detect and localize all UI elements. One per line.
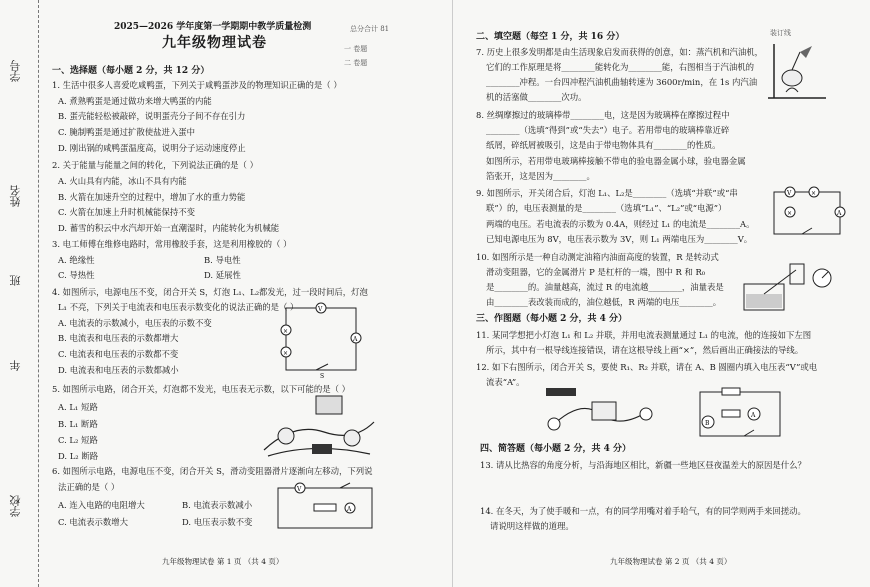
q4-circuit-diagram <box>276 300 368 378</box>
q4-option-a: A. 电流表的示数减小，电压表的示数不变 <box>58 318 212 328</box>
question-11-line2: 所示，其中有一根导线连接错误，请在这根导线上画“×”，然后画出正确接法的导线。 <box>486 345 804 355</box>
question-7-line2: 它们的工作原理是将________能转化为________能，右图相当于汽油机的 <box>486 62 754 72</box>
subject-title: 九年级物理试卷 <box>162 35 267 51</box>
question-13: 13. 请从比热容的角度分析，与沿海地区相比，新疆一些地区昼夜温差大的原因是什么？ <box>480 460 806 470</box>
q1-option-c: C. 腌制鸭蛋是通过扩散使盐进入蛋中 <box>58 127 196 137</box>
svg-text:V: V <box>787 190 792 197</box>
question-10-line4: 由________表改装而成的，油位越低，R 两端的电压________。 <box>486 297 722 307</box>
question-10-line2: 滑动变阻器，它的金属滑片 P 是杠杆的一端，图中 R 和 R₀ <box>486 267 706 277</box>
page-1-footer: 九年级物理试卷 第 1 页 （共 4 页） <box>162 557 284 566</box>
q3-option-d: D. 延展性 <box>204 270 241 280</box>
question-10-line3: 是________的。油量越高，流过 R 的电流越________，油量表是 <box>486 282 724 292</box>
svg-text:A: A <box>837 210 842 217</box>
q12-circuit-diagram <box>692 386 792 442</box>
q6-option-b: B. 电流表示数减小 <box>182 500 253 510</box>
q9-circuit-diagram <box>768 184 848 242</box>
question-11: 11. 某同学想把小灯泡 L₁ 和 L₂ 并联，并用电流表测量通过 L₁ 的电流，他的连接如下左图 <box>476 330 812 340</box>
section-3-heading: 三、作图题（每小题 2 分，共 4 分） <box>476 314 628 324</box>
q5-option-b: B. L₁ 断路 <box>58 419 98 429</box>
question-8-line3: 纸屑，碎纸屑被吸引，这是由于带电物体具有________的性质。 <box>486 140 721 150</box>
question-4: 4. 如图所示，电源电压不变，闭合开关 S，灯泡 L₁、L₂都发光，过一段时间后，灯泡 <box>52 287 368 297</box>
question-7: 7. 历史上很多发明都是由生活现象启发而获得的创意，如：蒸汽机和汽油机， <box>476 47 764 57</box>
q6-option-a: A. 连入电路的电阻增大 <box>58 500 145 510</box>
question-3: 3. 电工师傅在维修电路时，常用橡胶手套，这是利用橡胶的（ ） <box>52 239 292 249</box>
q7-steam-apparatus-picture <box>766 36 836 102</box>
svg-text:A: A <box>347 506 352 513</box>
q5-option-c: C. L₂ 短路 <box>58 435 98 445</box>
q2-option-a: A. 火山具有内能，冰山不具有内能 <box>58 176 187 186</box>
svg-text:S: S <box>320 373 325 378</box>
side-label-school: 学校 <box>9 495 22 517</box>
side-label-student-id: 学号 <box>9 60 22 82</box>
section-4-heading: 四、简答题（每小题 2 分，共 4 分） <box>480 444 632 454</box>
q5-option-a: A. L₁ 短路 <box>58 402 98 412</box>
question-12: 12. 如下右图所示，闭合开关 S，要使 R₁、R₂ 并联，请在 A、B 圆圈内填入电压表“V”或电 <box>476 362 818 372</box>
score-row-1: 一 卷题 <box>344 45 368 53</box>
q2-option-d: D. 蓄雪的积云中水汽却开始一直潮湿时，内能转化为机械能 <box>58 223 280 233</box>
q6-option-c: C. 电流表示数增大 <box>58 517 129 527</box>
svg-text:B: B <box>705 420 710 427</box>
question-2: 2. 关于能量与能量之间的转化，下列说法正确的是（ ） <box>52 160 258 170</box>
q2-option-b: B. 火箭在加速升空的过程中，增加了水的重力势能 <box>58 192 246 202</box>
score-stamp: 总分合计 81 <box>350 25 390 33</box>
question-1: 1. 生活中很多人喜爱吃咸鸭蛋，下列关于咸鸭蛋涉及的物理知识正确的是（ ） <box>52 80 342 90</box>
side-label-class: 班 <box>9 275 22 286</box>
svg-text:V: V <box>318 306 323 313</box>
binding-strip <box>0 0 39 587</box>
question-14: 14. 在冬天，为了使手暖和一点，有的同学用嘴对着手哈气，有的同学则两手来回搓动。 <box>480 506 806 516</box>
question-12-line2: 流表“A”。 <box>486 377 525 387</box>
question-8-line4: 如图所示，若用带电玻璃棒接触不带电的验电器金属小球，验电器金属 <box>486 156 746 166</box>
side-label-name: 姓名 <box>9 185 22 207</box>
q10-fuel-gauge-diagram <box>740 258 836 314</box>
question-8: 8. 丝绸摩擦过的玻璃棒带________电，这是因为玻璃棒在摩擦过程中 <box>476 110 730 120</box>
q4-option-d: D. 电流表和电压表的示数都减小 <box>58 365 179 375</box>
question-9: 9. 如图所示，开关闭合后，灯泡 L₁、L₂是________（选填“并联”或“串 <box>476 188 738 198</box>
section-1-heading: 一、选择题（每小题 2 分，共 12 分） <box>52 66 210 76</box>
svg-text:V: V <box>297 486 302 493</box>
question-7-line3: ________冲程。一台四冲程汽油机曲轴转速为 3600r/min，在 1s 内汽油 <box>486 77 758 87</box>
q3-option-b: B. 导电性 <box>204 255 241 265</box>
binding-stamp: 装订线 <box>770 29 791 37</box>
question-5: 5. 如图所示电路，闭合开关，灯泡都不发光，电压表无示数，以下可能的是（ ） <box>52 384 351 394</box>
q3-option-c: C. 导热性 <box>58 270 95 280</box>
q5-apparatus-picture <box>254 392 384 462</box>
question-8-line5: 箔张开，这是因为________。 <box>486 171 595 181</box>
question-14-line2: 请说明这样做的道理。 <box>490 521 574 531</box>
q4-option-b: B. 电流表和电压表的示数都增大 <box>58 333 179 343</box>
q6-option-d: D. 电压表示数不变 <box>182 517 253 527</box>
svg-text:×: × <box>283 328 289 335</box>
question-10: 10. 如图所示是一种自动测定油箱内油面高度的装置，R 是转动式 <box>476 252 719 262</box>
question-6-cont: 法正确的是（ ） <box>58 482 120 492</box>
question-4-cont: L₁ 不亮，下列关于电流表和电压表示数变化的说法正确的是（ ） <box>58 302 299 312</box>
q4-option-c: C. 电流表和电压表的示数都不变 <box>58 349 179 359</box>
question-9-line2: 联”）的，电压表测量的是________（选填“L₁”、“L₂”或“电源”） <box>486 203 727 213</box>
q3-option-a: A. 绝缘性 <box>58 255 95 265</box>
q1-option-b: B. 蛋壳能轻松被敲碎，说明蛋壳分子间不存在引力 <box>58 111 246 121</box>
svg-text:A: A <box>751 412 756 419</box>
q1-option-a: A. 煮熟鸭蛋是通过做功来增大鸭蛋的内能 <box>58 96 212 106</box>
q5-option-d: D. L₂ 断路 <box>58 451 99 461</box>
question-9-line4: 已知电源电压为 8V，电压表示数为 3V，则 L₁ 两端电压为________V。 <box>486 234 753 244</box>
question-6: 6. 如图所示电路，电源电压不变，闭合开关 S，滑动变阻器滑片逐渐向左移动，下列说 <box>52 466 373 476</box>
page-2-footer: 九年级物理试卷 第 2 页 （共 4 页） <box>610 557 732 566</box>
q11-wiring-picture <box>540 384 660 438</box>
q6-circuit-diagram <box>270 482 380 534</box>
side-label-grade: 年 <box>9 360 22 371</box>
svg-text:A: A <box>353 336 358 343</box>
question-9-line3: 两端的电压。若电流表的示数为 0.4A，则经过 L₁ 的电流是________A。 <box>486 219 755 229</box>
center-fold <box>452 0 453 587</box>
svg-text:×: × <box>811 190 817 197</box>
score-row-2: 二 卷题 <box>344 59 368 67</box>
question-8-line2: ________（选填“得到”或“失去”）电子。若用带电的玻璃棒靠近碎 <box>486 125 730 135</box>
q2-option-c: C. 火箭在加速上升时机械能保持不变 <box>58 207 196 217</box>
svg-text:×: × <box>283 350 289 357</box>
exam-title: 2025—2026 学年度第一学期期中教学质量检测 <box>114 22 312 32</box>
question-7-line4: 机的活塞做________次功。 <box>486 92 587 102</box>
q1-option-d: D. 刚出锅的咸鸭蛋温度高，说明分子运动速度停止 <box>58 143 246 153</box>
section-2-heading: 二、填空题（每空 1 分，共 16 分） <box>476 32 625 42</box>
svg-text:×: × <box>787 210 793 217</box>
